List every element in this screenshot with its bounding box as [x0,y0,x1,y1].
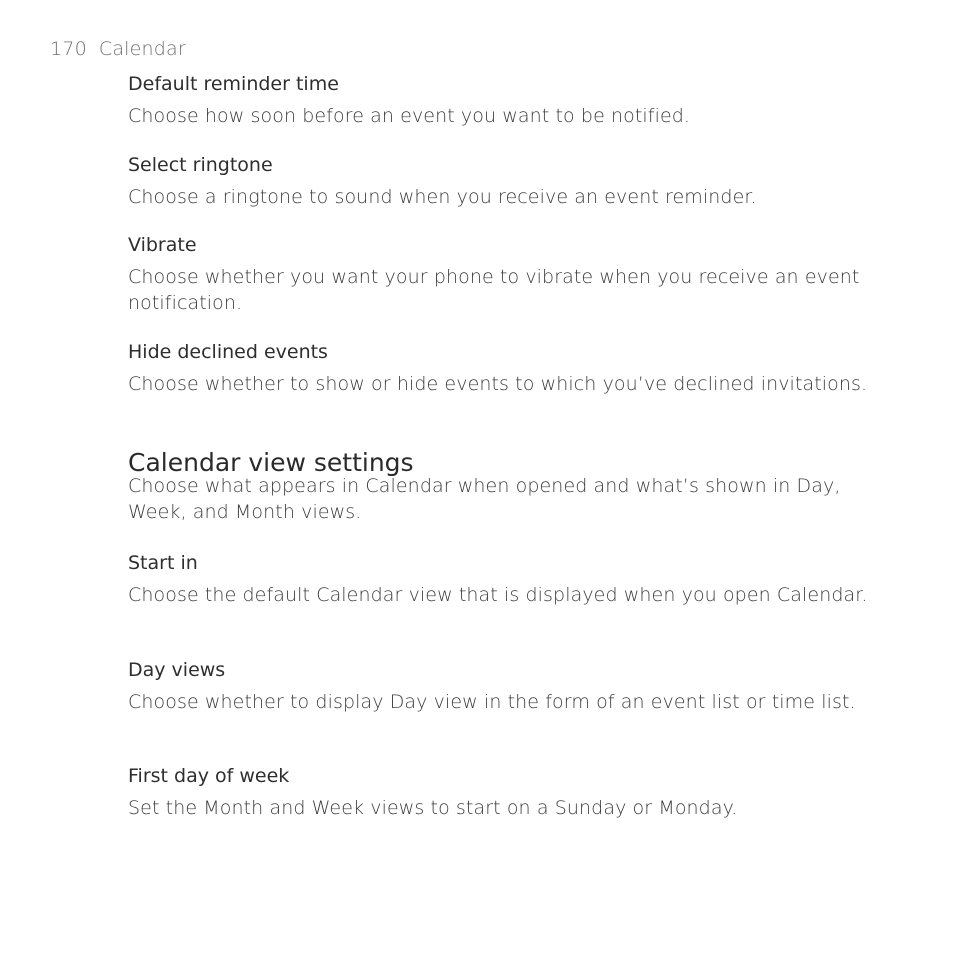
setting-description: Choose whether to show or hide events to which you’ve declined invitations. [128,373,868,395]
chapter-title: Calendar [98,38,186,60]
setting-description: Choose a ringtone to sound when you receive an event reminder. [128,186,757,208]
setting-vibrate [128,232,868,316]
setting-default-reminder-time [128,71,868,130]
setting-term: Start in [128,552,198,574]
setting-term: Day views [128,659,226,681]
setting-term: First day of week [128,765,290,787]
setting-term: Default reminder time [128,73,339,95]
section-intro: Choose what appears in Calendar when opened and what’s shown in Day, Week, and Month views. [128,475,841,523]
section-calendar-view-settings [128,448,868,525]
page-number: 170 [50,38,87,60]
setting-hide-declined-events [128,339,868,398]
running-header [50,38,186,60]
setting-description: Choose whether you want your phone to vibrate when you receive an event notification. [128,266,860,314]
setting-description: Choose the default Calendar view that is displayed when you open Calendar. [128,584,868,606]
setting-day-views [128,657,868,716]
setting-description: Choose how soon before an event you want to be notified. [128,105,691,127]
section-heading: Calendar view settings [128,448,414,477]
setting-term: Hide declined events [128,341,328,363]
setting-description: Set the Month and Week views to start on a Sunday or Monday. [128,797,738,819]
setting-start-in [128,550,868,609]
setting-term: Select ringtone [128,154,273,176]
setting-description: Choose whether to display Day view in the form of an event list or time list. [128,691,856,713]
setting-first-day-of-week [128,763,868,822]
setting-select-ringtone [128,152,868,211]
setting-term: Vibrate [128,234,197,256]
